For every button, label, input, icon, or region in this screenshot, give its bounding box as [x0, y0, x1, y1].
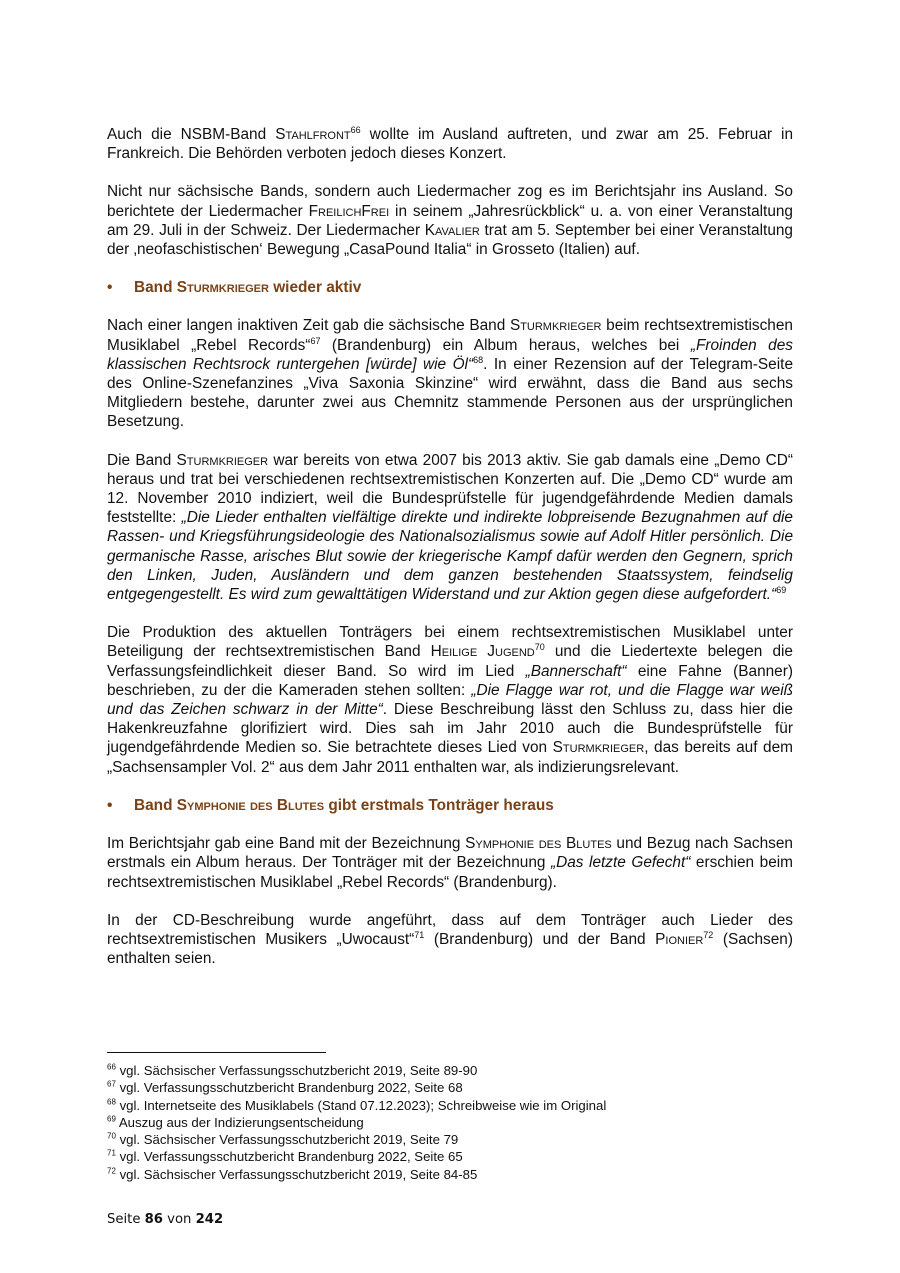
- section-heading: [107, 796, 793, 815]
- footnote-text: Auszug aus der Indizierungsentscheidung: [115, 1114, 364, 1130]
- section-heading: [107, 278, 793, 297]
- text-run: Nach einer langen inaktiven Zeit gab die sächsische Band: [107, 317, 510, 335]
- paragraph: [107, 834, 793, 892]
- body-text: [107, 125, 793, 968]
- page-number: [107, 1212, 223, 1227]
- footnote-ref: 71: [414, 929, 425, 940]
- band-name: Heilige Jugend: [430, 643, 535, 661]
- footnote: [107, 1114, 797, 1131]
- paragraph: [107, 182, 793, 259]
- song-title: „Bannerschaft“: [525, 662, 627, 680]
- pager-label: Seite: [107, 1212, 145, 1227]
- footnote-ref: 69: [776, 584, 787, 595]
- text-run: eine Fahne (Banner) beschrieben, zu der die Kameraden stehen sollten:: [107, 662, 793, 699]
- footnote: [107, 1062, 797, 1079]
- band-name: Sturmkrieger: [176, 451, 269, 469]
- text-run: (Brandenburg) und der Band: [424, 930, 656, 948]
- text-run: (Brandenburg) ein Album heraus, welches bei: [320, 336, 680, 354]
- footnote-number: 69: [107, 1114, 116, 1124]
- text-run: Die Produktion des aktuellen Tonträgers bei einem rechtsextremistischen Musiklabel unter Beteiligung der rechtsextremistischen Band: [107, 624, 793, 661]
- footnotes: [107, 1062, 797, 1183]
- total-pages: 242: [195, 1212, 224, 1227]
- text-run: . In einer Rezension auf der Telegram-Seite des Online-Szenefanzines „Viva Saxonia Skinzine“ wird erwähnt, dass die Band aus sechs Mitgliedern bestehe, darunter zwei aus Chemnitz stammende Personen aus der ursprünglichen Besetzung.: [107, 355, 793, 431]
- footnote-number: 68: [107, 1097, 116, 1107]
- text-run: Im Berichtsjahr gab eine Band mit der Bezeichnung: [107, 835, 466, 853]
- footnote: [107, 1079, 797, 1096]
- heading-text: gibt erstmals Tonträger heraus: [324, 796, 554, 814]
- band-name: Symphonie des Blutes: [465, 835, 612, 853]
- heading-text: Band: [134, 279, 177, 297]
- footnote-text: vgl. Sächsischer Verfassungsschutzbericht 2019, Seite 89-90: [115, 1063, 478, 1078]
- footnote-text: vgl. Verfassungsschutzbericht Brandenburg 2022, Seite 65: [115, 1149, 463, 1165]
- heading-text: Band: [134, 796, 177, 814]
- quote: „Froinden des klassischen Rechtsrock runtergehen [würde] wie Öl“: [107, 336, 793, 373]
- text-run: und die Liedertexte belegen die Verfassungsfeindlichkeit dieser Band. So wird im Lied: [107, 643, 793, 680]
- paragraph: [107, 911, 793, 969]
- quote: „Die Flagge war rot, und die Flagge war weiß und das Zeichen schwarz in der Mitte“: [107, 681, 794, 719]
- text-run: Die Band: [107, 451, 177, 469]
- album-title: „Das letzte Gefecht“: [550, 854, 691, 872]
- band-name: Symphonie des Blutes: [176, 796, 325, 814]
- text-run: beim rechtsextremistischen Musiklabel „Rebel Records“: [107, 317, 793, 354]
- text-run: wollte im Ausland auftreten, und zwar am 25. Februar in Frankreich. Die Behörden verboten jedoch dieses Konzert.: [107, 126, 794, 163]
- text-run: in seinem „Jahresrückblick“ u. a. von einer Veranstaltung am 29. Juli in der Schweiz. Der Liedermacher: [107, 202, 793, 239]
- text-run: erschien beim rechtsextremistischen Musiklabel „Rebel Records“ (Brandenburg).: [107, 854, 793, 891]
- band-name: Sturmkrieger: [552, 739, 645, 757]
- band-name: Sturmkrieger: [509, 317, 602, 335]
- text-run: war bereits von etwa 2007 bis 2013 aktiv. Sie gab damals eine „Demo CD“ heraus und trat bei verschiedenen rechtsextremistischen Konzerten auf. Die „Demo CD“ wurde am 12. November 2010 indiziert, weil die Bundesprüfstelle für jugendgefährdende Medien damals feststellte:: [107, 451, 794, 527]
- footnote-number: 71: [107, 1149, 116, 1159]
- current-page: 86: [144, 1212, 163, 1227]
- footnote-number: 66: [107, 1062, 116, 1072]
- footnote-ref: 67: [310, 335, 321, 346]
- footnote-text: vgl. Verfassungsschutzbericht Brandenburg 2022, Seite 68: [115, 1080, 463, 1096]
- footnote-ref: 72: [703, 929, 714, 940]
- paragraph: [107, 316, 793, 431]
- artist-name: Kavalier: [424, 221, 480, 239]
- text-run: trat am 5. September bei einer Veranstaltung der ‚neofaschistischen‘ Bewegung „CasaPound Italia“ in Grosseto (Italien) auf.: [107, 221, 793, 259]
- footnote-number: 67: [107, 1079, 116, 1089]
- paragraph: [107, 623, 793, 777]
- text-run: In der CD-Beschreibung wurde angeführt, dass auf dem Tonträger auch Lieder des rechtsextremistischen Musikers „Uwocaust“: [107, 911, 793, 948]
- footnote: [107, 1097, 797, 1114]
- paragraph: [107, 451, 793, 605]
- band-name: Stahlfront: [275, 126, 351, 143]
- footnote-text: vgl. Sächsischer Verfassungsschutzbericht 2019, Seite 84-85: [115, 1166, 478, 1182]
- text-run: , das bereits auf dem „Sachsensampler Vol. 2“ aus dem Jahr 2011 enthalten war, als indizierungsrelevant.: [107, 739, 793, 776]
- text-run: (Sachsen) enthalten seien.: [107, 930, 793, 968]
- heading-text: wieder aktiv: [268, 279, 362, 297]
- footnote-ref: 70: [534, 642, 545, 653]
- footnote-text: vgl. Sächsischer Verfassungsschutzbericht 2019, Seite 79: [115, 1132, 459, 1148]
- band-name: Pionier: [655, 930, 704, 948]
- quote: „Die Lieder enthalten vielfältige direkte und indirekte lobpreisende Bezugnahmen auf die Rassen- und Kriegsführungsideologie des Nationalsozialismus sowie auf Adolf Hitler persönlich. Die germanische Rasse, arisches Blut sowie der kriegerische Kampf dafür werden den Gegnern, sprich den Linken, Juden, Ausländern und dem ganzen bestehenden Staatssystem, feindselig entgegengestellt. Es wird zum gewalttätigen Widerstand und zur Aktion gegen diese aufgefordert.“: [107, 509, 793, 604]
- footnote: [107, 1166, 797, 1183]
- pager-label: von: [162, 1212, 196, 1227]
- band-name: Sturmkrieger: [176, 279, 269, 297]
- artist-name: FreilichFrei: [308, 202, 390, 220]
- text-run: Nicht nur sächsische Bands, sondern auch Liedermacher zog es im Berichtsjahr ins Ausland. So berichtete der Liedermacher: [107, 183, 793, 220]
- text-run: . Diese Beschreibung lässt den Schluss zu, dass hier die Hakenkreuzfahne glorifiziert wird. Dies sah im Jahr 2010 auch die Bundesprüfstelle für jugendgefährdende Medien so. Sie betrachtete dieses Lied von: [107, 701, 793, 757]
- bullet-icon: •: [107, 279, 113, 297]
- footnote-divider: [107, 1052, 326, 1053]
- paragraph: [107, 125, 793, 163]
- footnote: [107, 1148, 797, 1165]
- text-run: Auch die NSBM-Band: [107, 126, 276, 143]
- footnote-ref: 66: [350, 124, 361, 135]
- footnote-text: vgl. Internetseite des Musiklabels (Stand 07.12.2023); Schreibweise wie im Original: [115, 1097, 607, 1113]
- text-run: und Bezug nach Sachsen erstmals ein Album heraus. Der Tonträger mit der Bezeichnung: [107, 835, 793, 872]
- footnote: [107, 1131, 797, 1148]
- footnote-number: 72: [107, 1166, 116, 1176]
- footnote-number: 70: [107, 1131, 116, 1141]
- bullet-icon: •: [107, 796, 113, 814]
- footnote-ref: 68: [473, 354, 484, 365]
